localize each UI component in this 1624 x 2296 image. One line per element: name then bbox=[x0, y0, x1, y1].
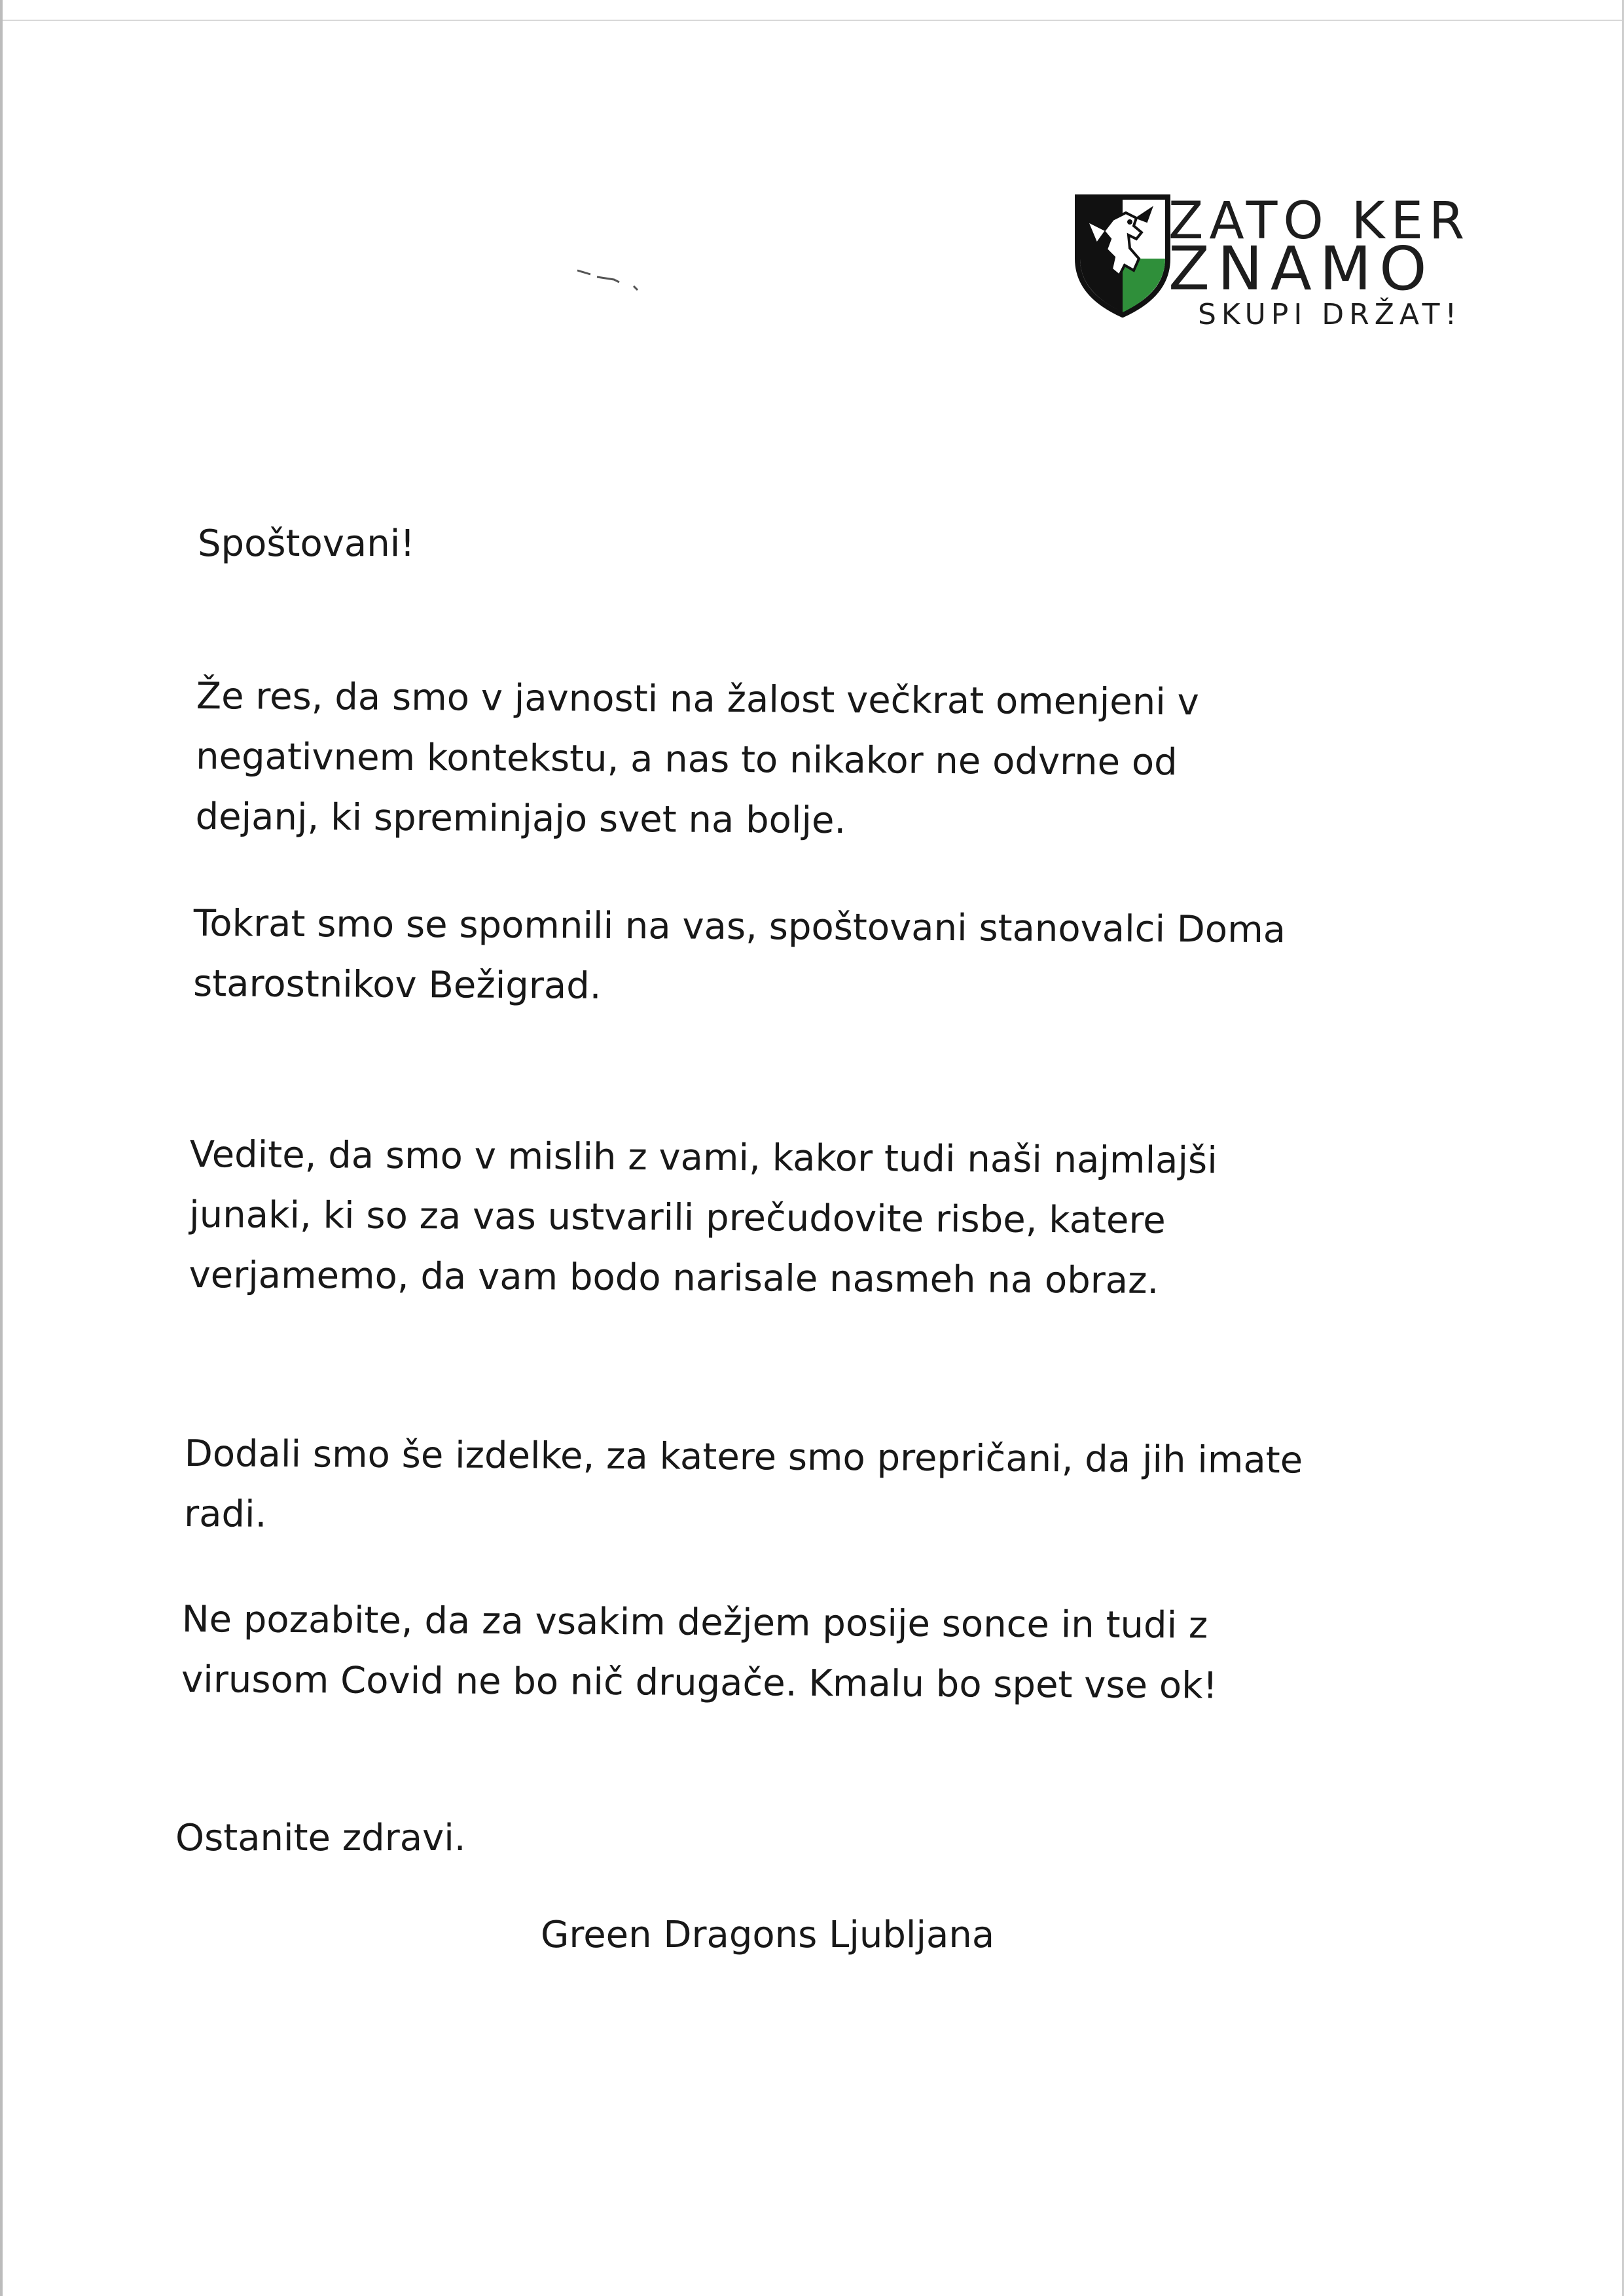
text-line: starostnikov Bežigrad. bbox=[192, 962, 602, 1008]
paragraph-5 bbox=[181, 1590, 1218, 1717]
scan-edge bbox=[0, 20, 1624, 21]
text-line: dejanj, ki spreminjajo svet na bolje. bbox=[195, 795, 846, 843]
logo-text-line2: ZNAMO bbox=[1168, 234, 1435, 304]
logo-text-line1: ZATO KER bbox=[1168, 192, 1471, 251]
text-line: radi. bbox=[183, 1492, 267, 1536]
paragraph-3 bbox=[189, 1125, 1218, 1312]
text-line: Ne pozabite, da za vsakim dežjem posije sonce in tudi z bbox=[181, 1597, 1208, 1647]
scan-speck bbox=[576, 265, 648, 291]
paragraph-1 bbox=[195, 666, 1199, 853]
text-line: Dodali smo še izdelke, za katere smo prepričani, da jih imate bbox=[184, 1432, 1303, 1482]
text-line: negativnem kontekstu, a nas to nikakor ne odvrne od bbox=[195, 735, 1178, 784]
paragraph-2 bbox=[193, 894, 1286, 1021]
text-line: virusom Covid ne bo nič drugače. Kmalu bo spet vse ok! bbox=[181, 1658, 1218, 1707]
text-line: Že res, da smo v javnosti na žalost večkrat omenjeni v bbox=[196, 674, 1199, 724]
closing: Ostanite zdravi. bbox=[175, 1817, 466, 1859]
text-line: junaki, ki so za vas ustvarili prečudovite risbe, katere bbox=[189, 1193, 1166, 1243]
dragon-shield-icon bbox=[1074, 193, 1172, 318]
text-line: Tokrat smo se spomnili na vas, spoštovani stanovalci Doma bbox=[193, 902, 1286, 952]
scan-edge bbox=[0, 0, 3, 2296]
signature: Green Dragons Ljubljana bbox=[541, 1914, 995, 1956]
logo bbox=[1074, 192, 1471, 344]
text-line: verjamemo, da vam bodo narisale nasmeh na obraz. bbox=[189, 1253, 1159, 1303]
salutation: Spoštovani! bbox=[198, 522, 415, 565]
paragraph-4 bbox=[184, 1424, 1303, 1551]
logo-tagline: SKUPI DRŽAT! bbox=[1198, 298, 1462, 331]
text-line: Vedite, da smo v mislih z vami, kakor tudi naši najmlajši bbox=[189, 1133, 1218, 1182]
